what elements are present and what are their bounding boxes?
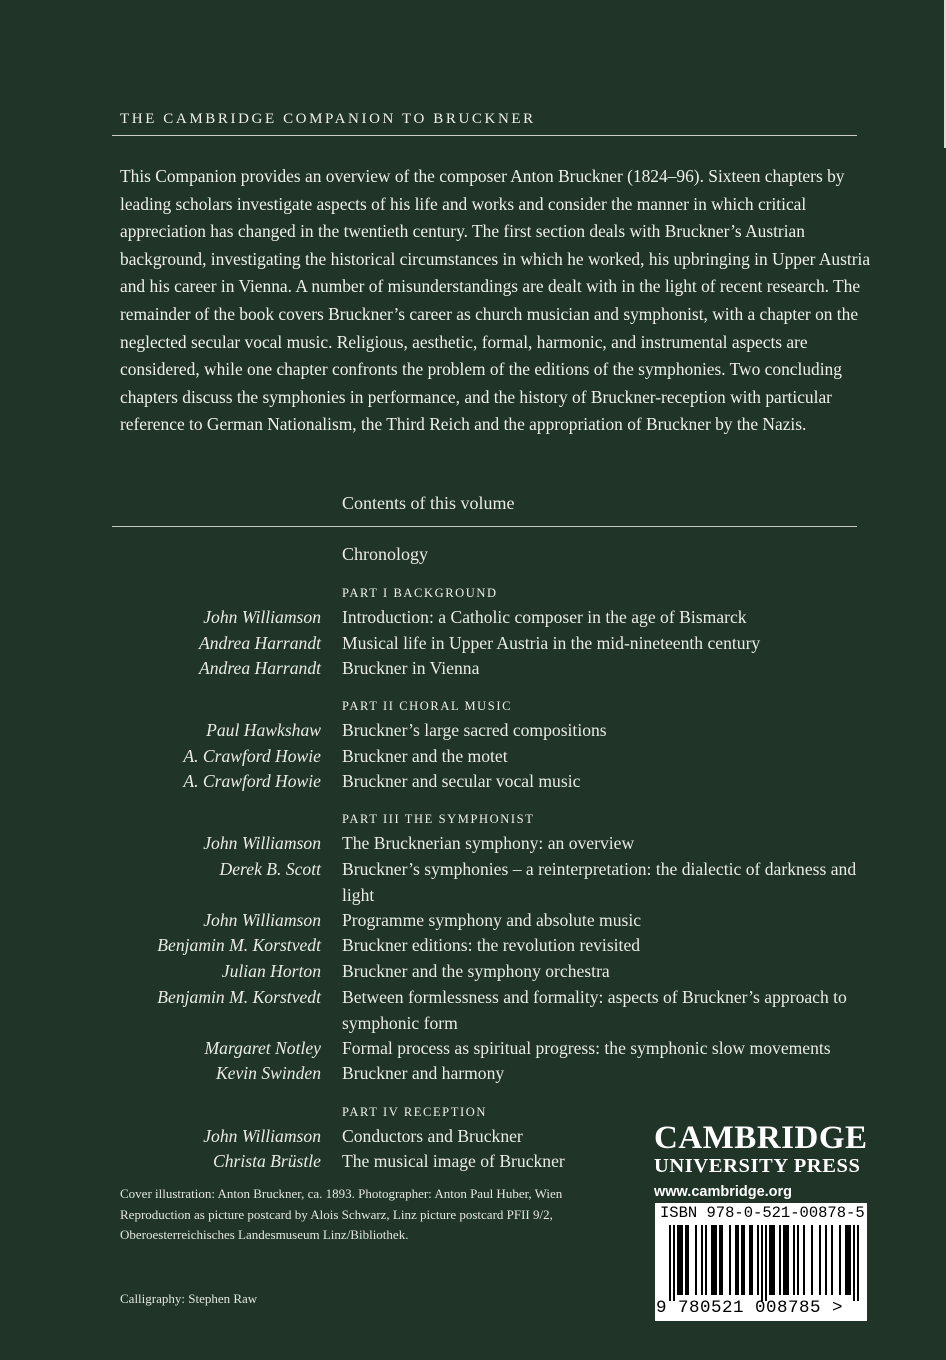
barcode-digits: 9 780521 008785 > [656, 1298, 844, 1318]
barcode-bar [735, 1225, 737, 1295]
barcode-bar [705, 1225, 707, 1295]
chapter-author: John Williamson [203, 1126, 321, 1146]
barcode-bar [847, 1225, 849, 1295]
chapter-author: Benjamin M. Korstvedt [157, 935, 321, 955]
publisher-url: www.cambridge.org [654, 1184, 793, 1200]
barcode-bar [825, 1225, 827, 1295]
chapter-title: Formal process as spiritual progress: the symphonic slow movements [342, 1038, 831, 1058]
chapter-title: Between formlessness and formality: aspects of Bruckner’s approach to symphonic form [342, 987, 847, 1033]
part-label: PART II CHORAL MUSIC [342, 699, 513, 713]
contents-divider [112, 526, 857, 527]
barcode-bar [737, 1225, 739, 1295]
barcode-bar [853, 1225, 855, 1301]
chapter-author: Derek B. Scott [219, 859, 321, 879]
chapter-title: Programme symphony and absolute music [342, 910, 642, 930]
part-label: PART IV RECEPTION [342, 1105, 487, 1119]
chapter-title: Bruckner and the symphony orchestra [342, 961, 610, 981]
chapter-title: Bruckner in Vienna [342, 658, 480, 678]
chapter-author: A. Crawford Howie [183, 771, 321, 791]
chapter-author: Benjamin M. Korstvedt [157, 987, 321, 1007]
chapter-author: John Williamson [203, 833, 321, 853]
publisher-name: CAMBRIDGE [654, 1120, 868, 1156]
barcode-bar [803, 1225, 805, 1295]
barcode-bar [787, 1225, 789, 1295]
barcode-bar [769, 1225, 771, 1295]
chapter-author: Andrea Harrandt [198, 658, 321, 678]
chapter-author: John Williamson [203, 910, 321, 930]
barcode-bar [713, 1225, 715, 1295]
barcode-bar [677, 1225, 679, 1295]
isbn-label: ISBN 978-0-521-00878-5 [660, 1204, 865, 1222]
top-divider [112, 135, 857, 136]
book-description: This Companion provides an overview of the composer Anton Bruckner (1824–96). Sixteen chapters by leading scholars investigate aspects of his life and works and consider the manner in which critical appreciation has changed in the twentieth century. The first section deals with Bruckner’s Austrian background, investigating the historical circumstances in which he worked, his upbringing in Upper Austria and his career in Vienna. A number of misunderstandings are dealt with in the light of recent research. The remainder of the book covers Bruckner’s career as church musician and symphonist, with a chapter on the neglected secular vocal music. Religious, aesthetic, formal, harmonic, and instrumental aspects are considered, while one chapter confronts the problem of the editions of the symphonies. Two concluding chapters discuss the symphonies in performance, and the history of Bruckner-reception with particular reference to German Nationalism, the Third Reich and the appropriation of Bruckner by the Nazis. [120, 166, 871, 435]
barcode-bar [839, 1225, 841, 1295]
cover-illustration-credit: Cover illustration: Anton Bruckner, ca. 1893. Photographer: Anton Paul Huber, Wien Reproduction as picture postcard by Alois Schwarz, Linz picture postcard PFII 9/2, Oberoesterreichisches Landesmuseum Linz/Bibliothek. [120, 1186, 563, 1242]
publisher-press: UNIVERSITY PRESS [654, 1155, 861, 1177]
chapter-title: The Brucknerian symphony: an overview [342, 833, 635, 853]
barcode-bar [741, 1225, 743, 1295]
barcode-bar [783, 1225, 785, 1295]
barcode-bar [849, 1225, 851, 1295]
chapter-title: Bruckner and secular vocal music [342, 771, 581, 791]
calligraphy-credit: Calligraphy: Stephen Raw [120, 1291, 258, 1306]
barcode-bar [785, 1225, 787, 1295]
chapter-author: Margaret Notley [204, 1038, 321, 1058]
chapter-author: Christa Brüstle [212, 1151, 321, 1171]
isbn-barcode [655, 1203, 867, 1321]
chapter-title: Conductors and Bruckner [342, 1126, 523, 1146]
barcode-bar [715, 1225, 717, 1295]
barcode-bar [695, 1225, 697, 1295]
chapter-author: Julian Horton [221, 961, 321, 981]
barcode-bar [797, 1225, 799, 1295]
barcode-bar [811, 1225, 813, 1295]
barcode-bar [687, 1225, 689, 1295]
publisher-logo [654, 1120, 868, 1200]
barcode-bar [831, 1225, 833, 1295]
chapter-title: The musical image of Bruckner [342, 1151, 565, 1171]
barcode-bar [757, 1225, 759, 1295]
chapter-title: Bruckner and the motet [342, 746, 508, 766]
chapter-author: Paul Hawkshaw [206, 720, 321, 740]
chapter-title: Bruckner’s symphonies – a reinterpretation: the dialectic of darkness and light [342, 859, 857, 905]
barcode-bar [669, 1225, 671, 1301]
barcode-bar [845, 1225, 847, 1295]
barcode-bar [761, 1225, 763, 1301]
barcode-bar [793, 1225, 795, 1295]
part-label: PART I BACKGROUND [342, 586, 498, 600]
barcode-bar [857, 1225, 859, 1301]
barcode-bar [751, 1225, 753, 1295]
chapter-title: Bruckner and harmony [342, 1063, 505, 1083]
chapter-author: Kevin Swinden [215, 1063, 321, 1083]
chapter-author: Andrea Harrandt [198, 633, 321, 653]
barcode-bar [749, 1225, 751, 1295]
barcode-bar [765, 1225, 767, 1301]
chapter-author: John Williamson [203, 607, 321, 627]
barcode-bar [721, 1225, 723, 1295]
barcode-bar [701, 1225, 703, 1295]
contents-heading: Contents of this volume [342, 493, 515, 513]
barcode-bar [685, 1225, 687, 1295]
barcode-bar [773, 1225, 775, 1295]
series-title: THE CAMBRIDGE COMPANION TO BRUCKNER [120, 111, 536, 127]
chapter-author: A. Crawford Howie [183, 746, 321, 766]
barcode-bar [819, 1225, 821, 1295]
barcode-bar [679, 1225, 681, 1295]
chapter-title: Bruckner’s large sacred compositions [342, 720, 607, 740]
chapter-title: Musical life in Upper Austria in the mid-nineteenth century [342, 633, 761, 653]
barcode-bar [779, 1225, 781, 1295]
barcode-bar [729, 1225, 731, 1295]
barcode-bar [719, 1225, 721, 1295]
barcode-bar [743, 1225, 745, 1295]
barcode-bar [771, 1225, 773, 1295]
part-label: PART III THE SYMPHONIST [342, 812, 535, 826]
chapter-title: Introduction: a Catholic composer in the age of Bismarck [342, 607, 747, 627]
barcode-bar [711, 1225, 713, 1295]
chronology-entry: Chronology [342, 544, 429, 564]
barcode-bar [681, 1225, 683, 1295]
barcode-bar [673, 1225, 675, 1301]
chapter-title: Bruckner editions: the revolution revisited [342, 935, 641, 955]
